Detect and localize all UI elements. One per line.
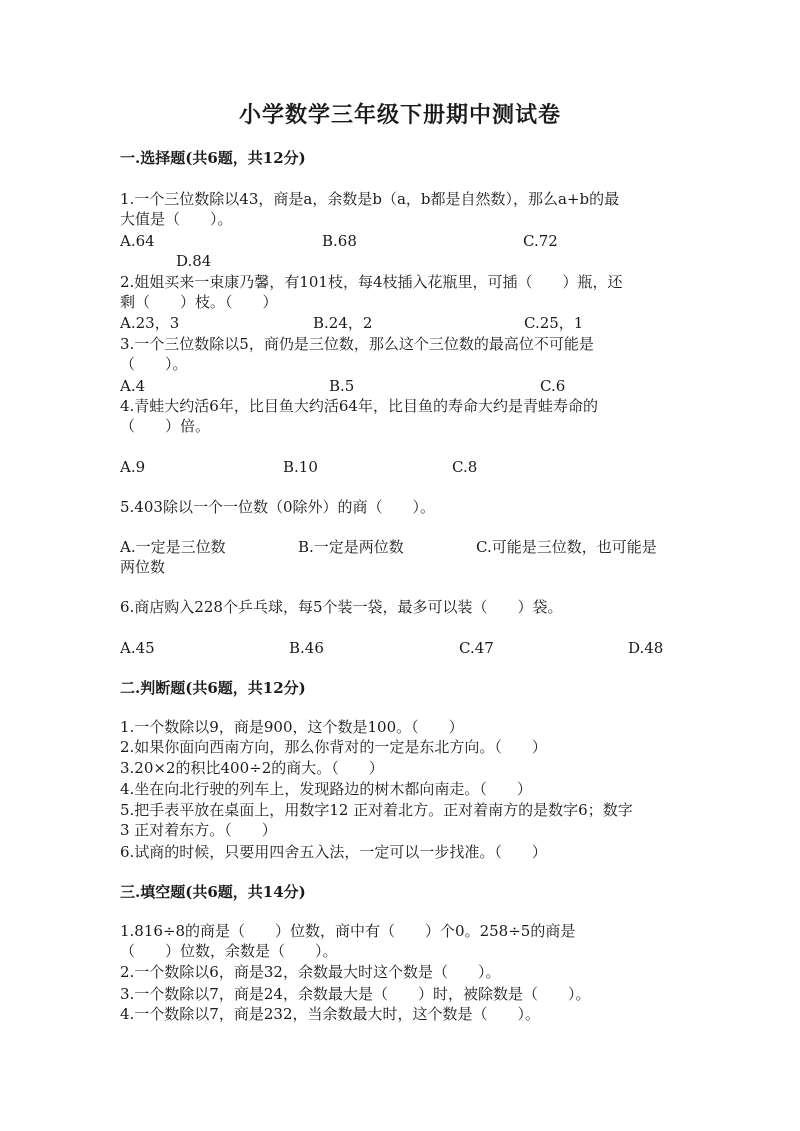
question-line: 6.商店购入228个乒乓球，每5个装一袋，最多可以装（ ）袋。 (120, 598, 563, 616)
option: B.一定是两位数 (298, 538, 404, 556)
question-line: （ ）位数，余数是（ ）。 (120, 942, 338, 960)
option: A.23，3 (120, 314, 180, 332)
option: A.9 (120, 458, 146, 476)
option: D.48 (628, 639, 664, 657)
question-line: 5.403除以一个一位数（0除外）的商（ ）。 (120, 498, 435, 516)
option: A.4 (120, 377, 146, 395)
question-line: 3.20×2的积比400÷2的商大。（ ） (120, 759, 384, 777)
option: A.45 (120, 639, 155, 657)
question-line: （ ）倍。 (120, 417, 211, 435)
option: C.47 (459, 639, 494, 657)
question-line: （ ）。 (120, 355, 188, 373)
section-heading-judgement: 二.判断题(共6题，共12分) (120, 679, 306, 697)
question-line: 2.如果你面向西南方向，那么你背对的一定是东北方向。（ ） (120, 738, 547, 756)
question-line: 3.一个数除以7，商是24，余数最大是（ ）时，被除数是（ ）。 (120, 985, 591, 1003)
question-line: 大值是（ ）。 (120, 210, 233, 228)
question-line: 6.试商的时候，只要用四舍五入法，一定可以一步找准。（ ） (120, 843, 547, 861)
section-heading-choice: 一.选择题(共6题，共12分) (120, 149, 306, 167)
option: C.25，1 (524, 314, 584, 332)
question-line: 2.一个数除以6，商是32，余数最大时这个数是（ ）。 (120, 963, 501, 981)
question-line: 5.把手表平放在桌面上，用数字12 正对着北方。正对着南方的是数字6；数字 (120, 801, 633, 819)
page-title: 小学数学三年级下册期中测试卷 (238, 102, 561, 128)
section-heading-fill: 三.填空题(共6题，共14分) (120, 883, 306, 901)
question-line: 4.一个数除以7，商是232，当余数最大时，这个数是（ ）。 (120, 1005, 540, 1023)
option-continuation: 两位数 (120, 558, 166, 576)
question-line: 1.一个三位数除以43，商是a，余数是b（a，b都是自然数），那么a+b的最 (120, 190, 620, 208)
question-line: 4.青蛙大约活6年，比目鱼大约活64年，比目鱼的寿命大约是青蛙寿命的 (120, 397, 598, 415)
option: B.68 (322, 232, 357, 250)
option: C.72 (523, 232, 558, 250)
option: C.6 (540, 377, 566, 395)
question-line: 2.姐姐买来一束康乃馨，有101枝，每4枝插入花瓶里，可插（ ）瓶，还 (120, 273, 623, 291)
option: D.84 (176, 252, 212, 270)
question-line: 1.一个数除以9，商是900，这个数是100。（ ） (120, 718, 464, 736)
question-line: 3.一个三位数除以5，商仍是三位数，那么这个三位数的最高位不可能是 (120, 335, 594, 353)
option: C.可能是三位数，也可能是 (476, 538, 657, 556)
question-line: 1.816÷8的商是（ ）位数，商中有（ ）个0。258÷5的商是 (120, 922, 576, 940)
option: B.10 (283, 458, 318, 476)
question-line: 4.坐在向北行驶的列车上，发现路边的树木都向南走。（ ） (120, 780, 532, 798)
option: C.8 (452, 458, 478, 476)
option: A.64 (120, 232, 155, 250)
question-line: 3 正对着东方。（ ） (120, 821, 277, 839)
option: A.一定是三位数 (120, 538, 226, 556)
option: B.24，2 (313, 314, 373, 332)
option: B.46 (289, 639, 324, 657)
question-line: 剩（ ）枝。（ ） (120, 293, 278, 311)
option: B.5 (329, 377, 355, 395)
